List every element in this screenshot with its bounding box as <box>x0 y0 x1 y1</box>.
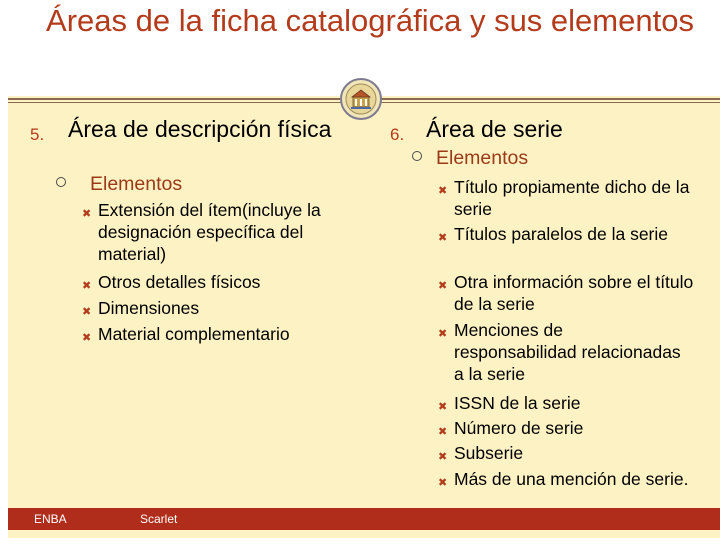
x-bullet-icon: ✖ <box>438 477 448 489</box>
circle-bullet-icon <box>412 151 422 161</box>
slide-footer <box>8 508 720 530</box>
x-bullet-icon: ✖ <box>438 280 448 292</box>
right-heading-text: Área de serie <box>426 116 563 142</box>
x-bullet-icon: ✖ <box>438 426 448 438</box>
left-heading-number: 5. <box>30 125 45 144</box>
library-seal-icon <box>340 78 382 120</box>
x-bullet-icon: ✖ <box>82 208 92 220</box>
footer-left-text: ENBA <box>34 512 67 526</box>
footer-center-text: Scarlet <box>140 512 178 526</box>
circle-bullet-icon <box>56 177 66 187</box>
x-bullet-icon: ✖ <box>438 401 448 413</box>
x-bullet-icon: ✖ <box>82 306 92 318</box>
right-heading-number: 6. <box>390 125 405 144</box>
left-subheading-text: Elementos <box>90 173 183 195</box>
slide-title: Áreas de la ficha catalográfica y sus elementos <box>46 3 694 38</box>
x-bullet-icon: ✖ <box>82 332 92 344</box>
x-bullet-icon: ✖ <box>438 328 448 340</box>
x-bullet-icon: ✖ <box>82 280 92 292</box>
right-subheading-text: Elementos <box>436 147 529 169</box>
x-bullet-icon: ✖ <box>438 451 448 463</box>
x-bullet-icon: ✖ <box>438 185 448 197</box>
left-heading-text: Área de descripción física <box>68 116 332 142</box>
x-bullet-icon: ✖ <box>438 232 448 244</box>
